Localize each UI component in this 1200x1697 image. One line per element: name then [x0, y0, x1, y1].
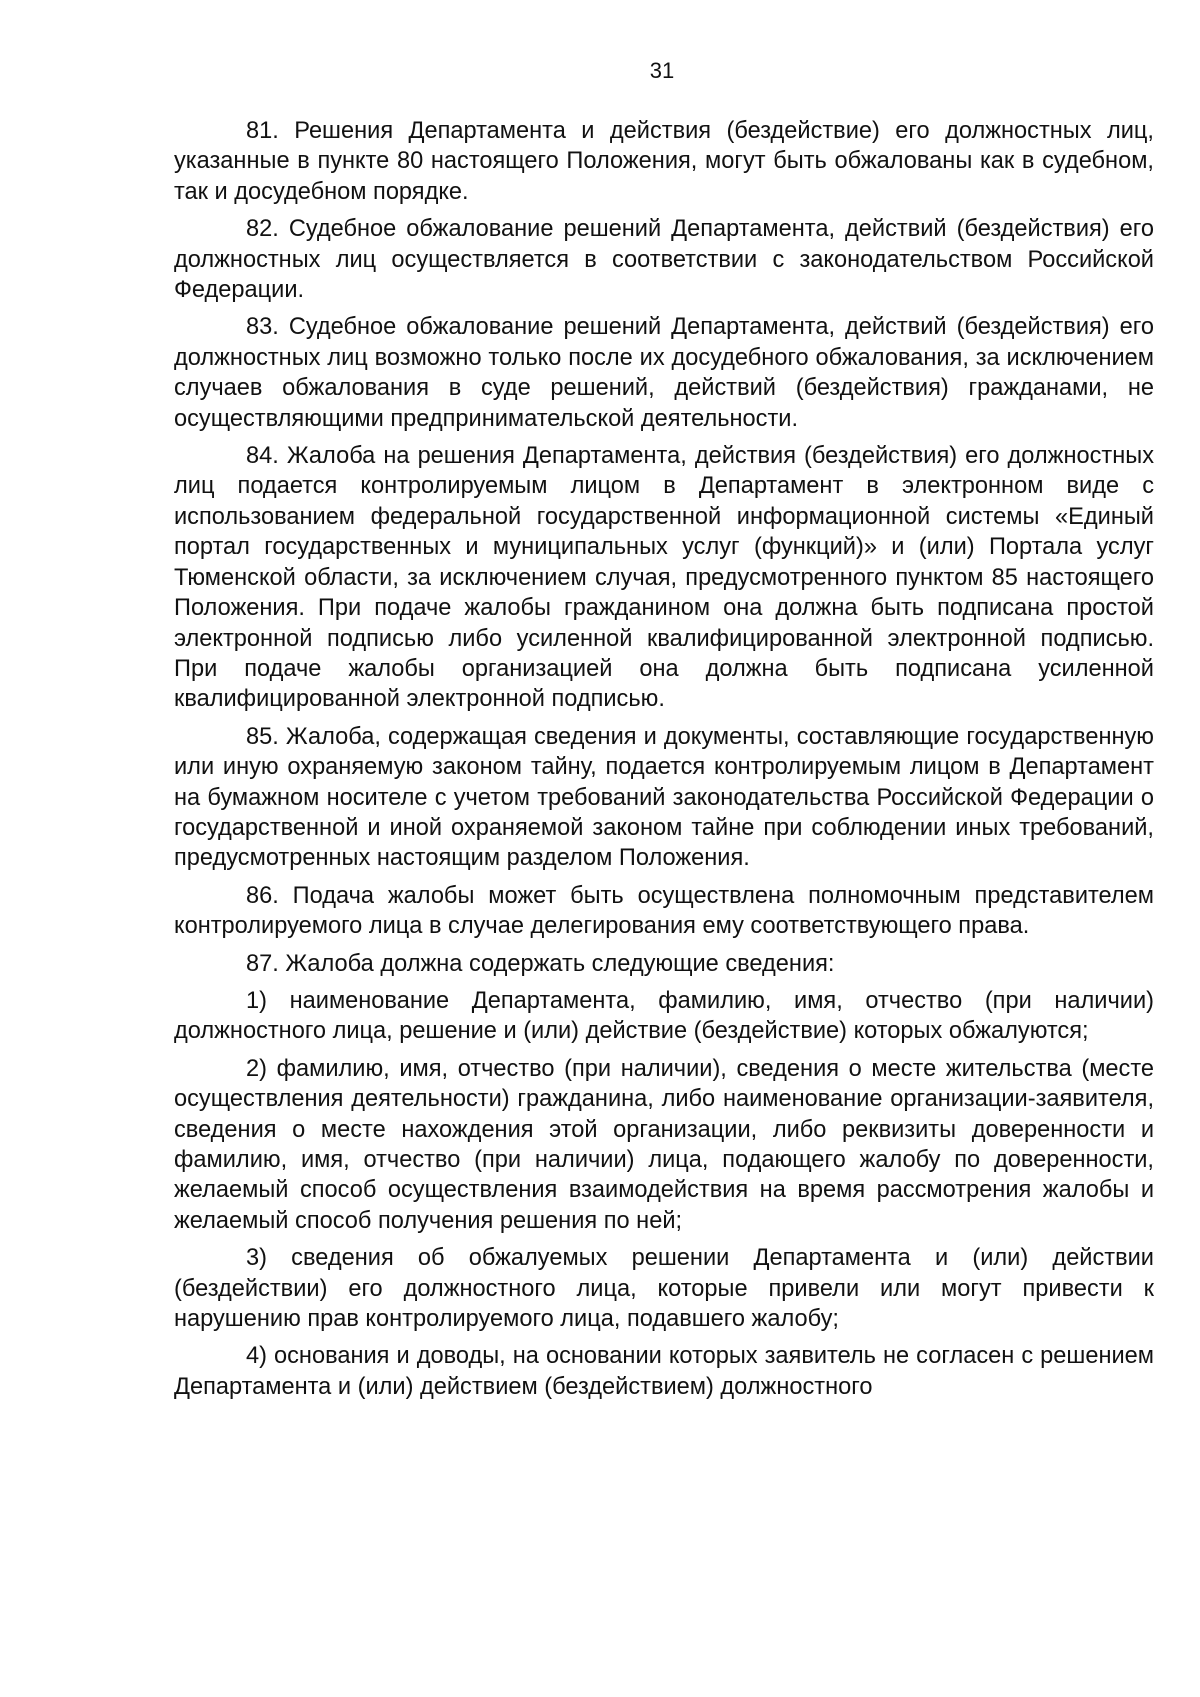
list-item-4: 4) основания и доводы, на основании которых заявитель не согласен с решением Департамента и (или) действием (бездействием) должностного: [174, 1343, 1154, 1400]
paragraph-84: 84. Жалоба на решения Департамента, действия (бездействия) его должностных лиц подается контролируемым лицом в Департамент в электронном виде с использованием федеральной государственной информационной системы «Единый портал государственных и муниципальных услуг (функций)» и (или) Портала услуг Тюменской области, за исключением случая, предусмотренного пунктом 85 настоящего Положения. При подаче жалобы гражданином она должна быть подписана простой электронной подписью либо усиленной квалифицированной электронной подписью. При подаче жалобы организацией она должна быть подписана усиленной квалифицированной электронной подписью.: [174, 443, 1154, 713]
paragraph-85: 85. Жалоба, содержащая сведения и документы, составляющие государственную или иную охраняемую законом тайну, подается контролируемым лицом в Департамент на бумажном носителе с учетом требований законодательства Российской Федерации о государственной и иной охраняемой законом тайне при соблюдении иных требований, предусмотренных настоящим разделом Положения.: [174, 723, 1154, 872]
list-item-2: 2) фамилию, имя, отчество (при наличии), сведения о месте жительства (месте осуществления деятельности) гражданина, либо наименование организации-заявителя, сведения о месте нахождения этой организации, либо реквизиты доверенности и фамилию, имя, отчество (при наличии) лица, подающего жалобу по доверенности, желаемый способ осуществления взаимодействия на время рассмотрения жалобы и желаемый способ получения решения по ней;: [174, 1055, 1154, 1234]
list-item-1: 1) наименование Департамента, фамилию, имя, отчество (при наличии) должностного лица, решение и (или) действие (бездействие) которых обжалуются;: [174, 987, 1154, 1045]
paragraph-83: 83. Судебное обжалование решений Департамента, действий (бездействия) его должностных лиц возможно только после их досудебного обжалования, за исключением случаев обжалования в суде решений, действий (бездействия) гражданами, не осуществляющими предпринимательской деятельности.: [174, 314, 1154, 432]
page-number: 31: [649, 58, 675, 83]
document-body: [174, 116, 1154, 1402]
paragraph-82: 82. Судебное обжалование решений Департамента, действий (бездействия) его должностных лиц осуществляется в соответствии с законодательством Российской Федерации.: [174, 216, 1154, 304]
paragraph-86: 86. Подача жалобы может быть осуществлена полномочным представителем контролируемого лица в случае делегирования ему соответствующего права.: [174, 882, 1154, 940]
list-item-3: 3) сведения об обжалуемых решении Департамента и (или) действии (бездействии) его должностного лица, которые привели или могут привести к нарушению прав контролируемого лица, подавшего жалобу;: [174, 1245, 1154, 1333]
paragraph-87: 87. Жалоба должна содержать следующие сведения:: [246, 950, 835, 977]
paragraph-81: 81. Решения Департамента и действия (бездействие) его должностных лиц, указанные в пункте 80 настоящего Положения, могут быть обжалованы как в судебном, так и досудебном порядке.: [174, 118, 1154, 205]
